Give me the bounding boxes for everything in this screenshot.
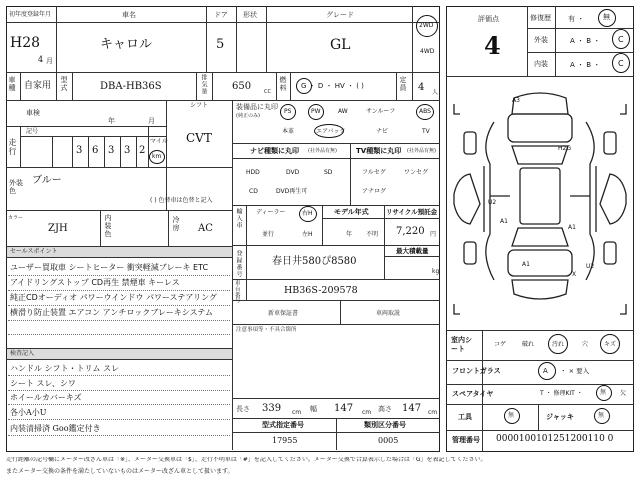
color-value: ブルー [32, 175, 62, 186]
fuel-options: G ・ D ・ HV ・ ( ) [301, 82, 364, 90]
nav-sd: SD [324, 169, 333, 176]
equip-tv: TV [422, 128, 430, 135]
color-note: ( ) 色替車は色替と記入 [150, 197, 213, 204]
inspector-note-line-2: シート スレ、シワ [10, 379, 76, 388]
length-unit: cm [292, 409, 302, 416]
shift-label: シフト [190, 102, 209, 109]
model-code-label: 型式 [60, 76, 68, 92]
color-code-value: ZJH [48, 223, 68, 234]
nav-cd: CD [249, 188, 258, 195]
ac-value: AC [198, 223, 213, 234]
inspector-note-line-3: ホイールカバーキズ [10, 393, 82, 402]
diag-mark-x: X [572, 271, 577, 278]
chassis-value: HB36S-209578 [284, 285, 358, 296]
doors-value: 5 [216, 37, 225, 52]
spare-selected: 無 [600, 389, 607, 396]
mileage-digit-3: 3 [108, 145, 115, 156]
equipment-subtitle: (純正のみ) [236, 113, 260, 119]
exterior-grade-label: 外装 [534, 36, 548, 44]
drive-2wd-mark: 2WD [419, 22, 434, 29]
inspector-note-line-5: 内装清掃済 Goo鑑定付き [10, 424, 101, 433]
grade-value: GL [330, 37, 351, 53]
sales-point-line-1: ユーザー買取車 シートヒーター 衝突軽減ブレーキ ETC [10, 263, 209, 272]
seat-hole: 穴 [582, 341, 589, 348]
tv-oneseg: ワンセグ [404, 169, 429, 176]
width-value: 147 [334, 403, 354, 414]
diag-mark-a3: A3 [512, 97, 520, 104]
height-unit: cm [428, 409, 438, 416]
score-label: 評価点 [478, 15, 499, 23]
equip-pw: PW [311, 108, 321, 115]
tools-label: 工具 [458, 413, 472, 421]
cc-unit: CC [264, 89, 271, 95]
mileage-digit-1: 3 [76, 145, 83, 156]
manual-label: 車両取説 [376, 310, 401, 317]
width-unit: cm [362, 409, 372, 416]
diag-mark-u2-rear: U2 [586, 263, 595, 270]
recycle-label: リサイクル預託金 [386, 208, 438, 216]
equip-sunroof: サンルーフ [366, 108, 396, 115]
windshield-label: フロントガラス [452, 367, 501, 375]
equip-nav: ナビ [376, 128, 389, 135]
type-cert-label: 型式指定番号 [262, 421, 304, 429]
displacement-label: 排気量 [200, 74, 207, 95]
management-label: 管理番号 [452, 436, 480, 444]
shift-value: CVT [186, 131, 212, 145]
windshield-selected: A [543, 367, 548, 375]
grade-label: グレード [326, 11, 354, 19]
mileage-digit-2: 6 [92, 145, 99, 156]
spare-label: スペアタイヤ [452, 390, 494, 398]
length-value: 339 [262, 403, 282, 414]
interior-grade-label: 内装 [534, 60, 548, 68]
model-code-value: DBA-HB36S [100, 81, 162, 92]
sales-point-line-2: アイドリングストップ CD再生 禁煙車 キーレス [10, 278, 180, 287]
sales-point-line-3: 純正CDオーディオ パワーウインドウ パワーステアリング [10, 293, 217, 302]
seat-scratch: キズ [604, 341, 616, 348]
class-value: 0005 [378, 436, 399, 445]
max-load-label: 最大積載量 [396, 247, 429, 255]
tv-analog: アナログ [362, 188, 387, 195]
class-label: 類別区分番号 [364, 421, 406, 429]
inspector-notes-label: 検査記入 [10, 350, 35, 357]
trim-color-label: 内装色 [104, 214, 112, 238]
inspector-note-line-4: 各小A小U [10, 408, 47, 417]
travel-label: 走行 [8, 138, 17, 156]
mileage-unit-label: マイル [150, 138, 168, 145]
nav-type-title: ナビ種類に丸印 [250, 147, 299, 155]
color-label: 外装色 [9, 179, 23, 195]
color-code-label: カラー [8, 215, 24, 221]
car-diagram [450, 84, 630, 324]
model-year-unit: 年 [346, 231, 353, 238]
equip-leather: 本革 [282, 128, 295, 135]
tv-type-sub: (社外品有無) [407, 148, 436, 154]
score-value: 4 [484, 31, 501, 60]
import-dealer: ディーラー [256, 209, 286, 216]
plate-label: 登録番号 [235, 250, 242, 278]
person-unit: 人 [432, 89, 439, 96]
nav-dvd-play: DVD再生可 [276, 188, 308, 195]
max-load-unit: kg [432, 268, 440, 275]
nav-dvd: DVD [286, 169, 300, 176]
import-right: 右H [302, 210, 313, 217]
inspector-note-line-1: ハンドル シフト・トリム スレ [10, 364, 120, 373]
month-unit-label: 月 [46, 57, 53, 65]
reg-type-label: 車種 [8, 76, 16, 92]
repair-options: 有 ・ [568, 15, 585, 23]
ac-label: 冷房 [172, 216, 180, 232]
mileage-note-label: 記号 [26, 128, 39, 135]
interior-options: A ・ B ・ [570, 61, 601, 69]
interior-grade-value: C [618, 59, 624, 68]
seat-burn: コゲ [494, 341, 507, 348]
sales-points-label: セールスポイント [10, 248, 58, 255]
capacity-value: 4 [418, 82, 425, 93]
tools-value: 無 [508, 412, 515, 419]
nav-type-sub: (社外品有無) [308, 148, 337, 154]
shape-label: 形状 [243, 11, 257, 19]
equip-aw: AW [338, 108, 348, 115]
capacity-label: 定員 [399, 76, 407, 92]
height-value: 147 [402, 403, 422, 414]
spare-last: 欠 [620, 390, 627, 397]
diag-mark-a1-rear: A1 [522, 261, 530, 268]
model-name-value: キャロル [100, 37, 153, 52]
equip-ps: PS [284, 108, 292, 115]
mileage-digit-5: 2 [139, 145, 146, 156]
displacement-value: 650 [232, 81, 252, 92]
diag-mark-a1-left: A1 [500, 218, 508, 225]
warranty-label: 新車保証書 [268, 310, 299, 317]
plate-value: 春日井580ぴ8580 [272, 256, 357, 267]
equip-abs: ABS [419, 108, 431, 115]
diag-mark-a1-right: A1 [568, 224, 576, 231]
tv-type-title: TV種類に丸印 [356, 147, 402, 155]
first-reg-label: 初年度登録年月 [9, 11, 52, 18]
spare-options: T ・ 修理KIT ・ [540, 390, 583, 397]
inspection-label: 車検 [26, 109, 40, 117]
footer-line-1: 走行距離の記号欄にメーター改ざん車は「※」、メーター交換車は「$」、走行不明車は「#」を記入してください。メーター交換で合算表示した場合は「G」を表記してください。 [6, 457, 487, 463]
sales-point-line-4: 横滑り防止装置 エアコン アンチロックブレーキシステム [10, 308, 214, 317]
recycle-value: 7,220 [396, 226, 425, 237]
exterior-grade-value: C [618, 35, 624, 44]
recycle-yen: 円 [430, 231, 437, 238]
fuel-label: 燃料 [279, 76, 287, 92]
windshield-other: ・ × 要入 [560, 367, 590, 375]
import-label: 輸入車 [235, 208, 242, 229]
repair-label: 修復歴 [530, 14, 551, 22]
first-reg-year: H28 [10, 35, 41, 51]
notes-label: 注意事項等・不具合箇所 [236, 327, 297, 333]
height-label: 高さ [378, 405, 392, 413]
model-name-label: 車名 [122, 11, 136, 19]
length-label: 長さ [236, 405, 250, 413]
model-year-unknown: 不明 [366, 231, 379, 238]
diag-mark-u2-left: U2 [488, 199, 497, 206]
reg-type-value: 自家用 [24, 81, 52, 91]
inspection-year-unit: 年 [108, 117, 115, 125]
tv-fullseg: フルセグ [362, 169, 386, 176]
import-left: 左H [302, 231, 313, 238]
km-mark: km [152, 153, 162, 160]
footer-line-2: またメーター交換の条件を満たしていないものはメーター改ざん車として扱います。 [6, 468, 234, 475]
seat-stain: 汚れ [552, 341, 565, 348]
drive-4wd-mark: 4WD [420, 48, 435, 55]
nav-hdd: HDD [246, 169, 260, 176]
width-label: 幅 [310, 405, 317, 413]
seat-tear: 破れ [522, 341, 535, 348]
type-cert-value: 17955 [272, 436, 298, 445]
exterior-options: A ・ B ・ [570, 37, 601, 45]
repair-selected: 無 [603, 13, 610, 21]
equip-airbag: エアバック [316, 128, 346, 135]
inspection-month-unit: 月 [148, 117, 155, 125]
chassis-label: 車台番号 [235, 281, 241, 305]
import-parallel: 並行 [262, 231, 275, 238]
first-reg-month: 4 [38, 55, 44, 64]
interior-seat-label: 室内シート [451, 336, 472, 354]
diag-mark-h2g: H2G [558, 145, 571, 152]
equipment-title: 装備品に丸印 [236, 103, 278, 111]
doors-label: ドア [214, 11, 228, 19]
model-year-label: モデル年式 [334, 208, 369, 216]
mileage-digit-4: 3 [124, 145, 131, 156]
jack-value: 無 [598, 412, 605, 419]
jack-label: ジャッキ [546, 413, 574, 421]
management-value: 0000100101251200110 0 [496, 434, 614, 444]
